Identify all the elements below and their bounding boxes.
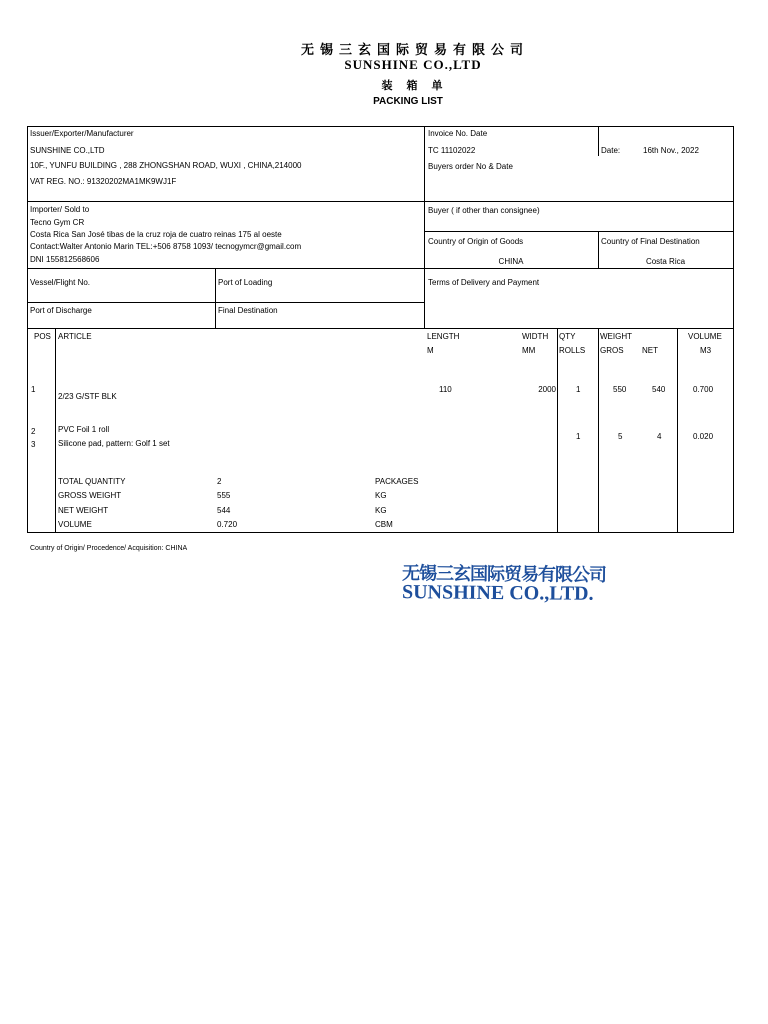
invoice-date-label: Date: [601,146,621,155]
buyer-label: Buyer ( if other than consignee) [428,206,540,215]
volume-label: VOLUME [58,520,92,529]
port-discharge-label: Port of Discharge [30,306,92,315]
buyers-order-label: Buyers order No & Date [428,162,513,171]
col-volume-unit: M3 [700,346,712,355]
volume-value: 0.720 [217,520,238,529]
row-gros: 5 [618,432,623,441]
row-article: 2/23 G/STF BLK [58,392,117,401]
row-qty: 1 [576,385,581,394]
destination-value: Costa Rica [645,257,686,266]
row-net: 540 [652,385,666,394]
net-weight-value: 544 [217,506,231,515]
col-article-header: ARTICLE [58,332,92,341]
final-destination-label: Final Destination [218,306,278,315]
gross-weight-unit: KG [375,491,387,500]
issuer-name: SUNSHINE CO.,LTD [30,146,105,155]
row-width: 2000 [538,385,556,394]
terms-label: Terms of Delivery and Payment [428,278,540,287]
company-name-en: SUNSHINE CO.,LTD [344,57,482,72]
col-net-header: NET [642,346,658,355]
importer-address: Costa Rica San José tibas de la cruz roja de cuatro reinas 175 al oeste [30,230,282,239]
importer-contact: Contact:Walter Antonio Marin TEL:+506 8758 1093/ tecnogymcr@gmail.com [30,242,302,251]
net-weight-unit: KG [375,506,387,515]
col-gros-header: GROS [600,346,624,355]
gross-weight-label: GROSS WEIGHT [58,491,122,500]
row-qty: 1 [576,432,581,441]
origin-value: CHINA [498,257,524,266]
row-pos: 3 [31,440,36,449]
row-length: 110 [439,385,452,394]
company-stamp-cn: 无锡三玄国际贸易有限公司 [401,563,607,586]
gross-weight-value: 555 [217,491,231,500]
col-width-unit: MM [522,346,536,355]
col-weight-header: WEIGHT [600,332,632,341]
vessel-label: Vessel/Flight No. [30,278,91,287]
port-loading-label: Port of Loading [218,278,273,287]
total-quantity-value: 2 [217,477,222,486]
row-volume: 0.700 [693,385,714,394]
row-net: 4 [657,432,662,441]
col-pos-header: POS [34,332,51,341]
total-quantity-label: TOTAL QUANTITY [58,477,126,486]
col-length-header: LENGTH [427,332,460,341]
total-quantity-unit: PACKAGES [375,477,419,486]
invoice-label: Invoice No. Date [428,129,488,138]
row-article: PVC Foil 1 roll [58,425,110,434]
issuer-address: 10F., YUNFU BUILDING , 288 ZHONGSHAN ROAD, WUXI , CHINA,214000 [30,161,302,170]
company-stamp-en: SUNSHINE CO.,LTD. [401,581,594,605]
issuer-label: Issuer/Exporter/Manufacturer [30,129,134,138]
importer-dni: DNI 155812568606 [30,255,100,264]
company-name-cn: 无锡三玄国际贸易有限公司 [300,43,529,58]
row-pos: 1 [31,385,36,394]
invoice-date: 16th Nov., 2022 [643,146,699,155]
country-origin-note: Country of Origin/ Procedence/ Acquisition: CHINA [30,545,188,552]
origin-label: Country of Origin of Goods [428,237,524,246]
row-gros: 550 [613,385,627,394]
col-length-unit: M [427,346,434,355]
importer-label: Importer/ Sold to [30,205,90,214]
net-weight-label: NET WEIGHT [58,506,109,515]
row-article: Silicone pad, pattern: Golf 1 set [58,439,170,448]
col-volume-header: VOLUME [688,332,722,341]
invoice-number: TC 11102022 [428,146,476,155]
volume-unit: CBM [375,520,393,529]
importer-name: Tecno Gym CR [30,218,85,227]
destination-label: Country of Final Destination [601,237,700,246]
packing-list-title: PACKING LIST [373,96,443,107]
col-qty-header: QTY [559,332,576,341]
packing-list-title-cn: 装箱单 [381,79,457,92]
row-volume: 0.020 [693,432,714,441]
row-pos: 2 [31,427,36,436]
col-qty-unit: ROLLS [559,346,586,355]
col-width-header: WIDTH [522,332,549,341]
issuer-vat: VAT REG. NO.: 91320202MA1MK9WJ1F [30,177,177,186]
